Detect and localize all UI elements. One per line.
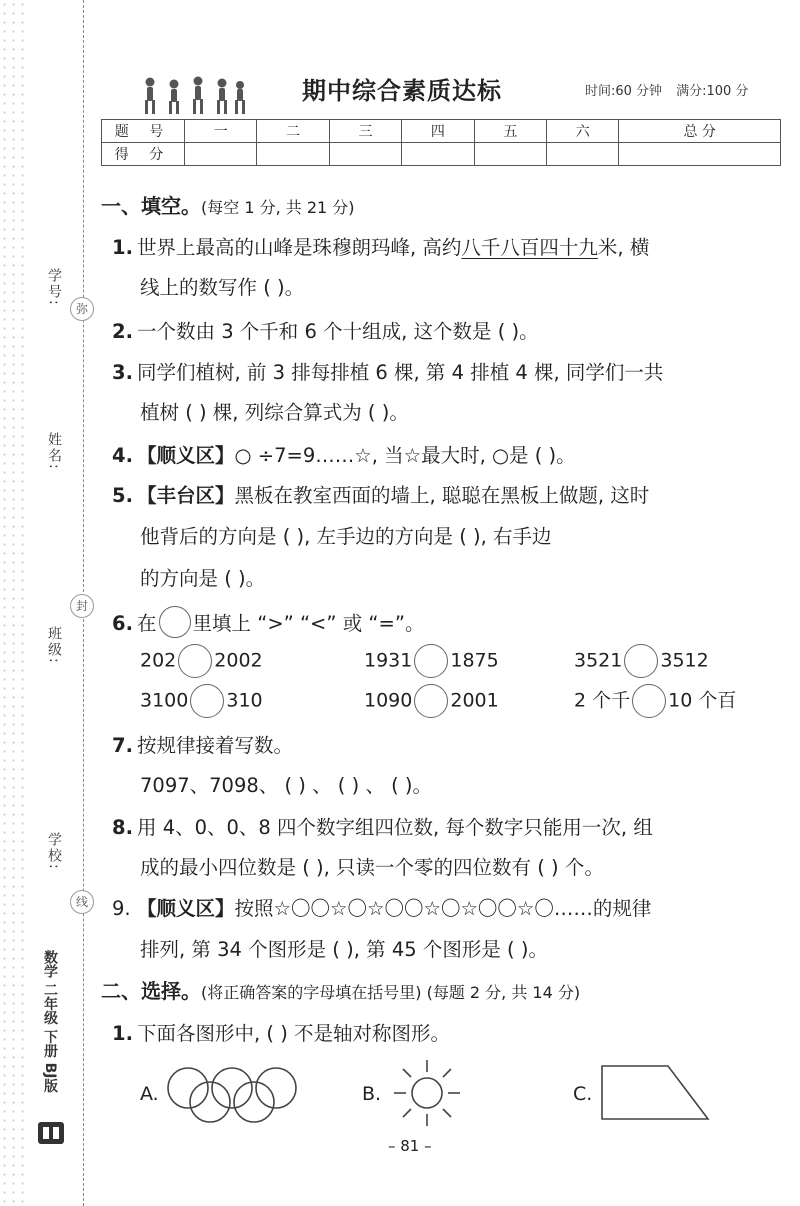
question-8-line-1	[112, 812, 653, 840]
compare-left: 2 个千	[574, 689, 631, 712]
score-table-header-row	[102, 120, 781, 143]
district-tag: 【顺义区】	[137, 444, 235, 467]
answer-circle[interactable]	[414, 644, 448, 678]
question-9-line-2: 排列, 第 34 个图形是 ( ), 第 45 个图形是 ( )。	[140, 938, 548, 961]
trapezoid-shape-icon	[600, 1064, 712, 1122]
question-8-line-2: 成的最小四位数是 ( ), 只读一个零的四位数有 ( ) 个。	[140, 856, 604, 879]
time-limit: 时间:60 分钟	[585, 84, 663, 99]
score-cell	[402, 143, 474, 166]
olympic-rings-icon	[164, 1064, 300, 1126]
section-1-note: (每空 1 分, 共 21 分)	[201, 198, 355, 217]
answer-circle[interactable]	[190, 684, 224, 718]
question-text: 下面各图形中, ( ) 不是轴对称图形。	[137, 1022, 451, 1045]
compare-item-1	[140, 644, 263, 678]
question-3-line-2: 植树 ( ) 棵, 列综合算式为 ( )。	[140, 401, 409, 424]
option-c-label[interactable]: C.	[573, 1083, 593, 1105]
compare-item-5	[364, 684, 499, 718]
compare-item-2	[364, 644, 499, 678]
score-cell	[329, 143, 401, 166]
page-number: – 81 –	[388, 1137, 432, 1155]
exam-info	[585, 80, 762, 99]
answer-circle[interactable]	[632, 684, 666, 718]
question-4	[112, 440, 576, 468]
score-table-header-cell: 三	[329, 120, 401, 143]
score-table-header-cell: 一	[185, 120, 257, 143]
question-number: 1.	[112, 1022, 133, 1045]
school-label: 学校:	[46, 832, 62, 871]
question-number: 1.	[112, 236, 133, 259]
score-cell	[257, 143, 329, 166]
compare-right: 1875	[450, 649, 499, 672]
full-score: 满分:100 分	[676, 84, 749, 99]
compare-right: 310	[226, 689, 263, 712]
score-table	[101, 119, 781, 166]
compare-left: 3100	[140, 689, 189, 712]
score-table-score-row	[102, 143, 781, 166]
question-text: 用 4、0、0、8 四个数字组四位数, 每个数字只能用一次, 组	[137, 816, 653, 839]
compare-left: 3521	[574, 649, 623, 672]
compare-left: 202	[140, 649, 177, 672]
question-text: 同学们植树, 前 3 排每排植 6 棵, 第 4 排植 4 棵, 同学们一共	[137, 361, 664, 384]
class-label: 班级:	[46, 626, 62, 665]
compare-right: 2001	[450, 689, 499, 712]
question-text: 按规律接着写数。	[137, 734, 294, 757]
answer-circle[interactable]	[624, 644, 658, 678]
compare-right: 3512	[660, 649, 709, 672]
compare-item-3	[574, 644, 709, 678]
score-cell	[185, 143, 257, 166]
section-1-heading	[101, 190, 355, 219]
section-2-heading	[101, 975, 580, 1004]
question-2	[112, 316, 539, 344]
score-table-header-cell: 四	[402, 120, 474, 143]
student-number-label: 学号:	[46, 268, 62, 307]
seal-mark-xian: 线	[70, 890, 94, 914]
question-number: 9.	[112, 897, 131, 920]
score-cell	[619, 143, 781, 166]
question-text: ○ ÷7=9……☆, 当☆最大时, ○是 ( )。	[234, 444, 576, 467]
section-1-title: 一、填空。	[101, 194, 201, 218]
question-7	[112, 730, 293, 758]
question-number: 8.	[112, 816, 133, 839]
compare-item-4	[140, 684, 263, 718]
question-text: 世界上最高的山峰是珠穆朗玛峰, 高约	[137, 236, 462, 259]
compare-left: 1090	[364, 689, 413, 712]
question-7-sequence: 7097、7098、 ( ) 、 ( ) 、 ( )。	[140, 774, 432, 797]
question-text: 按照☆〇〇☆〇☆〇〇☆〇☆〇〇☆〇……的规律	[234, 897, 652, 920]
question-number: 2.	[112, 320, 133, 343]
question-text: 一个数由 3 个千和 6 个十组成, 这个数是 ( )。	[137, 320, 539, 343]
score-table-header-cell: 六	[547, 120, 619, 143]
option-a-label[interactable]: A.	[140, 1083, 159, 1105]
question-number: 6.	[112, 612, 133, 635]
question-1-line-1	[112, 232, 649, 260]
score-cell	[547, 143, 619, 166]
question-5-line-1	[112, 480, 649, 508]
section-2-title: 二、选择。	[101, 979, 201, 1003]
answer-circle[interactable]	[414, 684, 448, 718]
page-title: 期中综合素质达标	[302, 77, 502, 105]
question-number: 4.	[112, 444, 133, 467]
question-text: 黑板在教室西面的墙上, 聪聪在黑板上做题, 这时	[234, 484, 650, 507]
score-cell	[474, 143, 546, 166]
margin-dot-pattern	[0, 0, 30, 1206]
score-table-header-cell: 五	[474, 120, 546, 143]
name-label: 姓名:	[46, 432, 62, 471]
option-b-label[interactable]: B.	[362, 1083, 382, 1105]
score-row-label: 得 分	[102, 143, 185, 166]
question-9-line-1	[112, 893, 651, 921]
question-3-line-1	[112, 357, 663, 385]
answer-circle[interactable]	[159, 606, 191, 638]
underlined-number-words: 八千八百四十九	[461, 236, 598, 259]
score-table-header-cell: 题 号	[102, 120, 185, 143]
brand-logo-icon	[36, 1118, 66, 1148]
question-text: 在	[137, 612, 157, 635]
seal-mark-mi: 弥	[70, 297, 94, 321]
question-text: 里填上 “>” “<” 或 “=”。	[192, 612, 425, 635]
sun-icon	[392, 1058, 462, 1128]
question-number: 7.	[112, 734, 133, 757]
section-2-note: (将正确答案的字母填在括号里) (每题 2 分, 共 14 分)	[201, 983, 581, 1002]
question-5-line-3: 的方向是 ( )。	[140, 567, 266, 590]
compare-right: 10 个百	[668, 689, 737, 712]
children-figures-icon	[138, 76, 248, 118]
compare-left: 1931	[364, 649, 413, 672]
compare-item-6	[574, 684, 736, 718]
compare-right: 2002	[214, 649, 263, 672]
section-2-question-1	[112, 1018, 450, 1046]
question-number: 3.	[112, 361, 133, 384]
question-6	[112, 606, 424, 638]
answer-circle[interactable]	[178, 644, 212, 678]
question-number: 5.	[112, 484, 133, 507]
seal-mark-feng: 封	[70, 594, 94, 618]
book-brand-label: 数学 二年级 下册 BJ版	[42, 950, 58, 1093]
district-tag: 【丰台区】	[137, 484, 235, 507]
score-table-header-cell: 二	[257, 120, 329, 143]
question-1-line-2: 线上的数写作 ( )。	[140, 276, 305, 299]
score-table-header-cell: 总 分	[619, 120, 781, 143]
district-tag: 【顺义区】	[137, 897, 235, 920]
question-text: 米, 横	[597, 236, 650, 259]
question-5-line-2: 他背后的方向是 ( ), 左手边的方向是 ( ), 右手边	[140, 525, 552, 548]
